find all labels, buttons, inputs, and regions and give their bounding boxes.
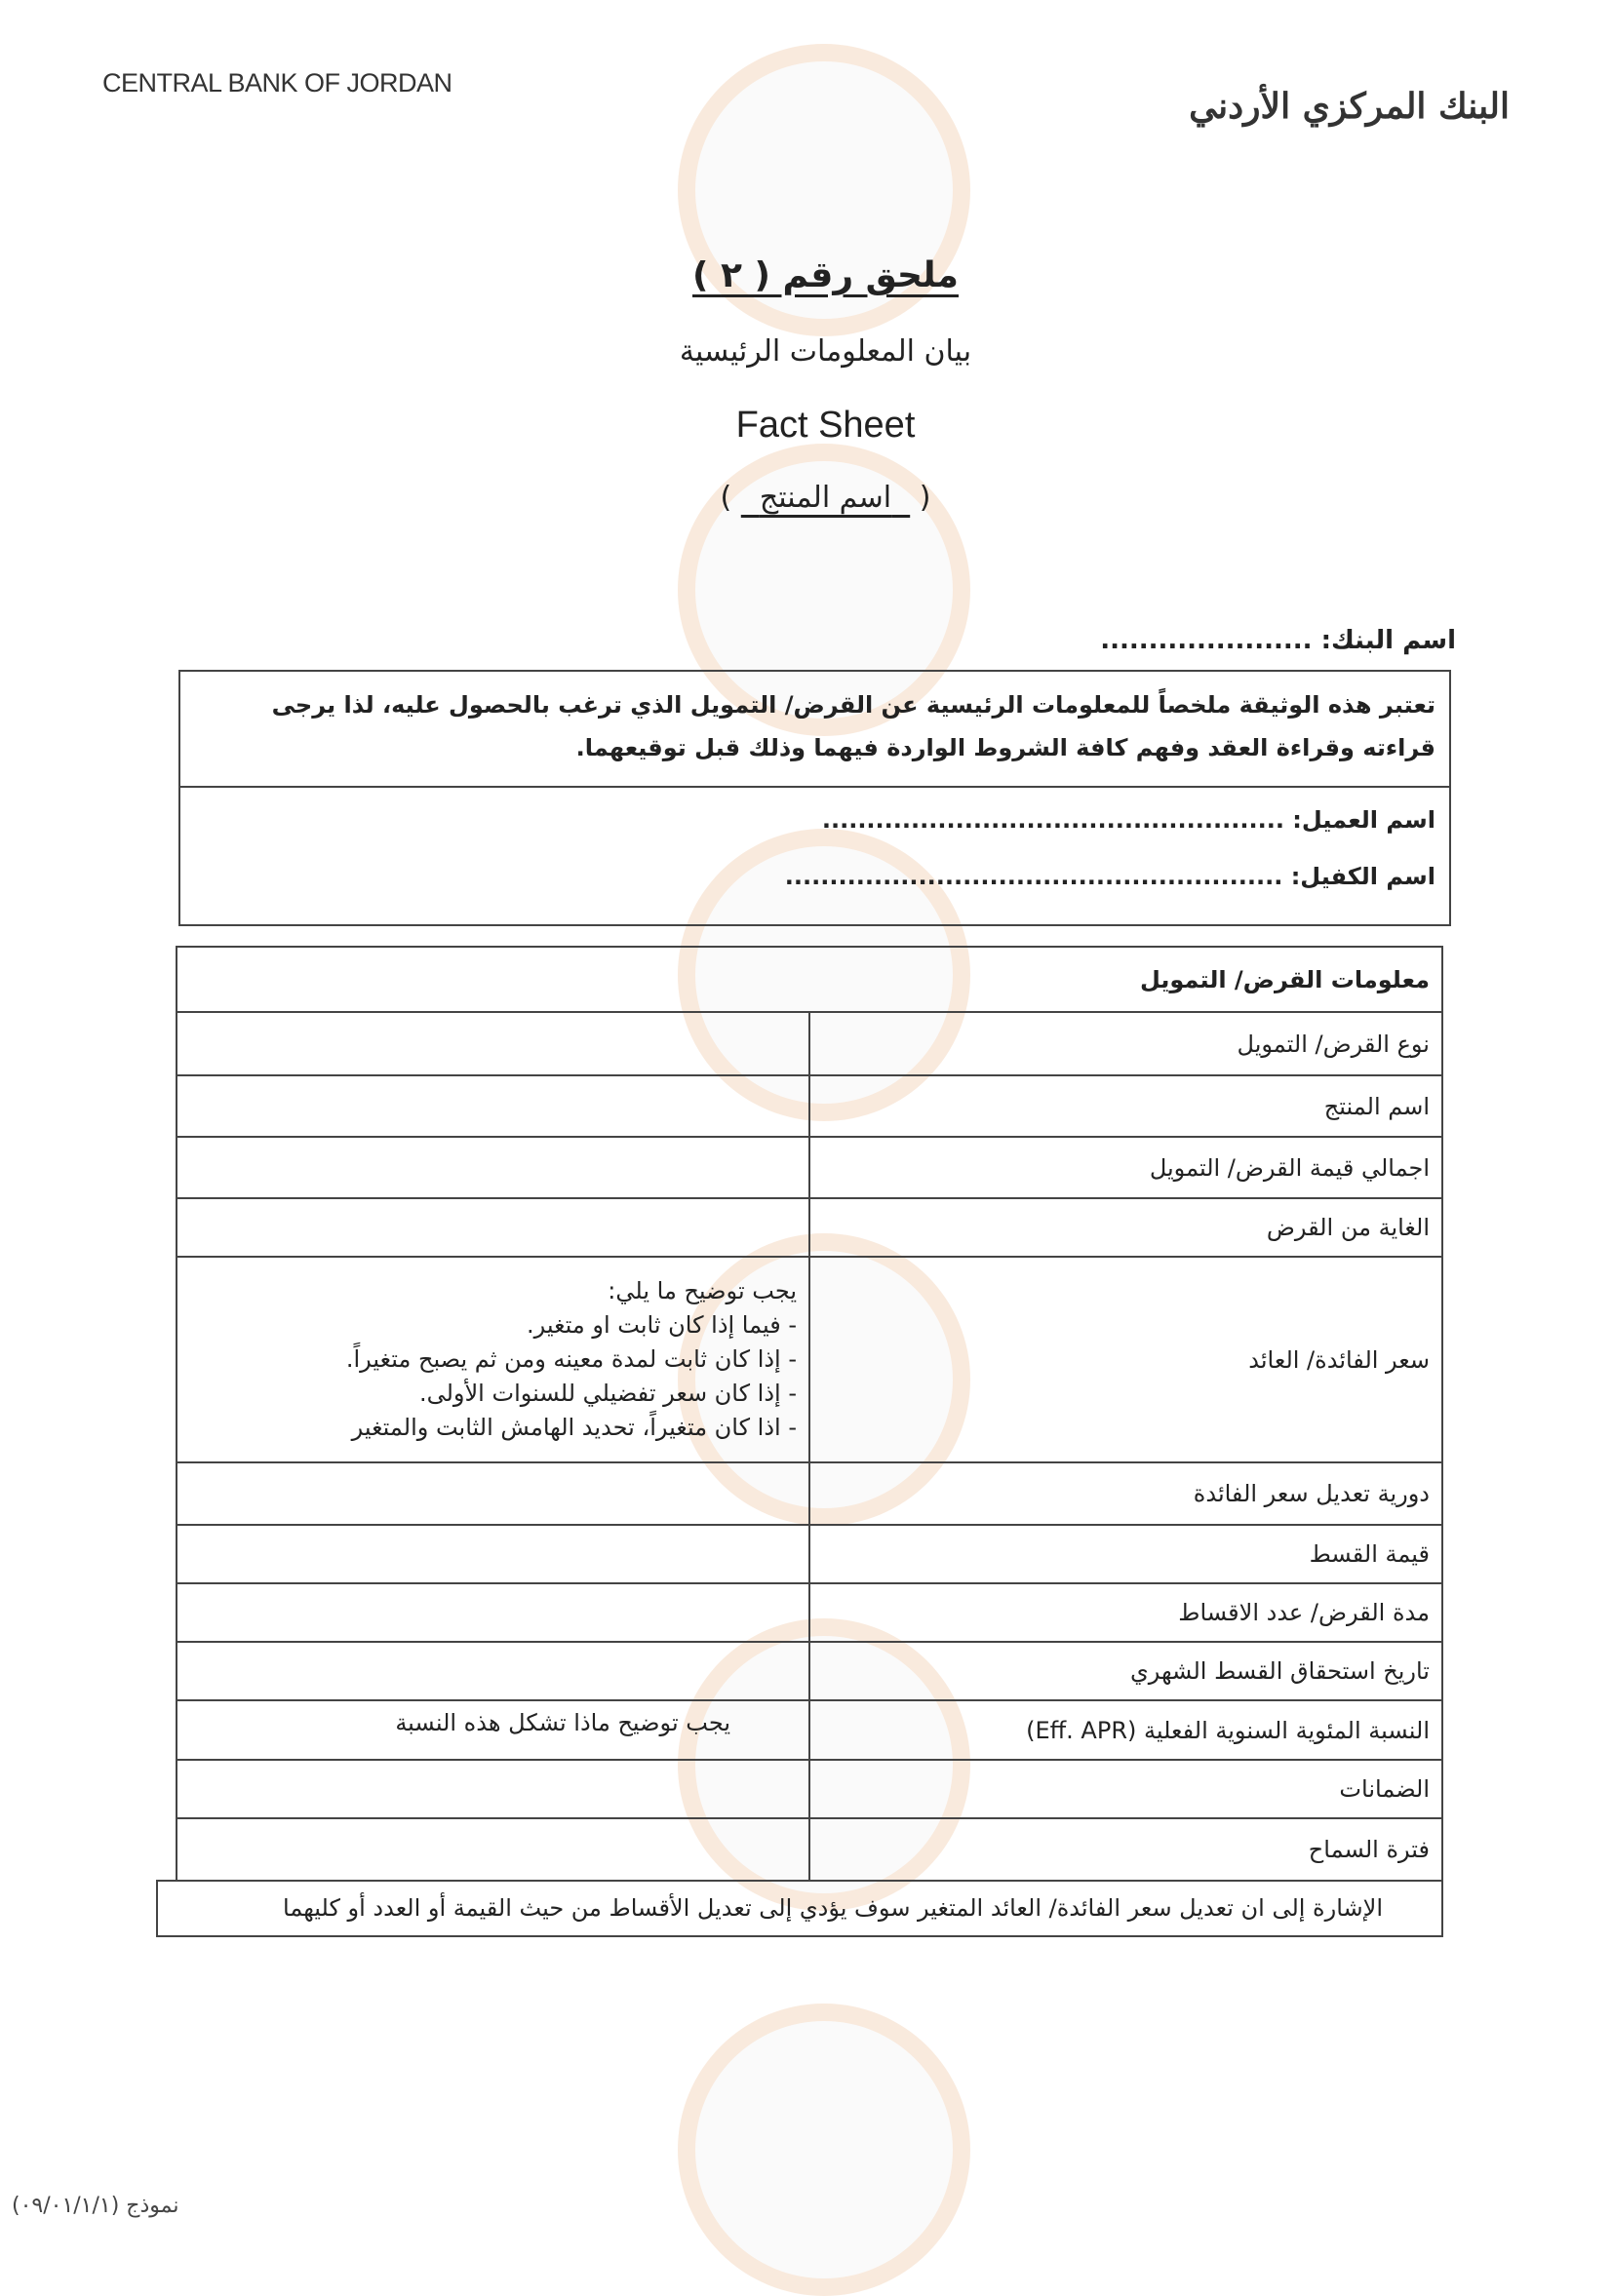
row-value[interactable] — [177, 1198, 809, 1257]
row-label: الغاية من القرض — [809, 1198, 1442, 1257]
row-label: اجمالي قيمة القرض/ التمويل — [809, 1137, 1442, 1198]
row-label: النسبة المئوية السنوية الفعلية (Eff. APR) — [809, 1700, 1442, 1760]
row-label: مدة القرض/ عدد الاقساط — [809, 1583, 1442, 1642]
row-label: الضمانات — [809, 1760, 1442, 1818]
note-line: - اذا كان متغيراً، تحديد الهامش الثابت والمتغير — [351, 1414, 797, 1441]
row-label: تاريخ استحقاق القسط الشهري — [809, 1642, 1442, 1700]
interest-notes[interactable] — [177, 1257, 809, 1462]
guarantor-name-label: اسم الكفيل: — [1290, 863, 1435, 890]
form-number: نموذج (٠٩/٠١/١/١) — [12, 2194, 179, 2218]
table-row — [177, 1075, 1442, 1137]
note-line: - إذا كان ثابت لمدة معينه ومن ثم يصبح متغيراً. — [345, 1345, 797, 1373]
row-value[interactable] — [177, 1462, 809, 1525]
row-label: دورية تعديل سعر الفائدة — [809, 1462, 1442, 1525]
row-value[interactable] — [177, 1818, 809, 1881]
bank-name-english: CENTRAL BANK OF JORDAN — [102, 68, 452, 97]
table-row — [177, 1760, 1442, 1818]
row-value[interactable] — [177, 1137, 809, 1198]
product-name-heading — [0, 481, 1612, 515]
note-line: - فيما إذا كان ثابت او متغير. — [526, 1311, 797, 1339]
table-row — [177, 1525, 1442, 1583]
table-row — [177, 1257, 1442, 1462]
watermark-clock-icon — [678, 2004, 970, 2296]
row-label: فترة السماح — [809, 1818, 1442, 1881]
client-name-field[interactable] — [822, 806, 1435, 834]
table-row — [177, 1818, 1442, 1881]
guarantor-name-field[interactable] — [785, 863, 1435, 890]
annex-label: ملحق رقم ( ٢ ) — [692, 255, 959, 295]
intro-box — [178, 670, 1451, 926]
annex-title — [0, 255, 1612, 295]
paren-open: ( — [919, 481, 931, 515]
row-label: نوع القرض/ التمويل — [809, 1012, 1442, 1075]
fact-sheet-title: Fact Sheet — [735, 405, 916, 446]
row-value[interactable] — [177, 1642, 809, 1700]
row-value[interactable]: يجب توضيح ماذا تشكل هذه النسبة — [177, 1700, 809, 1760]
intro-text: تعتبر هذه الوثيقة ملخصاً للمعلومات الرئيسية عن القرض/ التمويل الذي ترغب بالحصول عليه، لذا يرجى قراءته وقراءة العقد وفهم كافة الشروط الواردة فيهما وذلك قبل توقيعهما. — [180, 672, 1449, 788]
loan-info-table — [176, 946, 1443, 1882]
subtitle: بيان المعلومات الرئيسية — [679, 334, 972, 369]
table-footnote: الإشارة إلى ان تعديل سعر الفائدة/ العائد المتغير سوف يؤدي إلى تعديل الأقساط من حيث القيمة أو العدد أو كليهما — [156, 1880, 1443, 1937]
row-value[interactable] — [177, 1525, 809, 1583]
table-row — [177, 1198, 1442, 1257]
row-label: اسم المنتج — [809, 1075, 1442, 1137]
table-header: معلومات القرض/ التمويل — [177, 947, 1442, 1012]
row-value[interactable] — [177, 1012, 809, 1075]
paren-close: ) — [720, 481, 732, 515]
row-value[interactable] — [177, 1075, 809, 1137]
row-value[interactable] — [177, 1760, 809, 1818]
note-line: - إذا كان سعر تفضيلي للسنوات الأولى. — [418, 1380, 797, 1407]
row-label: سعر الفائدة/ العائد — [809, 1257, 1442, 1462]
bank-name-label: اسم البنك: — [1320, 626, 1456, 655]
table-row — [177, 1137, 1442, 1198]
table-row — [177, 1012, 1442, 1075]
table-row — [177, 1462, 1442, 1525]
table-row — [177, 1583, 1442, 1642]
client-name-label: اسم العميل: — [1292, 806, 1435, 834]
table-row — [177, 1642, 1442, 1700]
table-row — [177, 1700, 1442, 1760]
guarantor-name-blank[interactable]: ........................................................ — [784, 863, 1283, 890]
bank-name-blank[interactable]: ...................... — [1100, 626, 1313, 655]
note-line: يجب توضيح ما يلي: — [608, 1277, 797, 1304]
row-label: قيمة القسط — [809, 1525, 1442, 1583]
client-name-blank[interactable]: .................................................... — [821, 806, 1284, 834]
bank-name-field[interactable] — [1100, 626, 1456, 655]
product-name-label: اسم المنتج — [759, 481, 892, 515]
table-header-row — [177, 947, 1442, 1012]
bank-name-arabic: البنك المركزي الأردني — [1189, 86, 1510, 127]
row-value[interactable] — [177, 1583, 809, 1642]
